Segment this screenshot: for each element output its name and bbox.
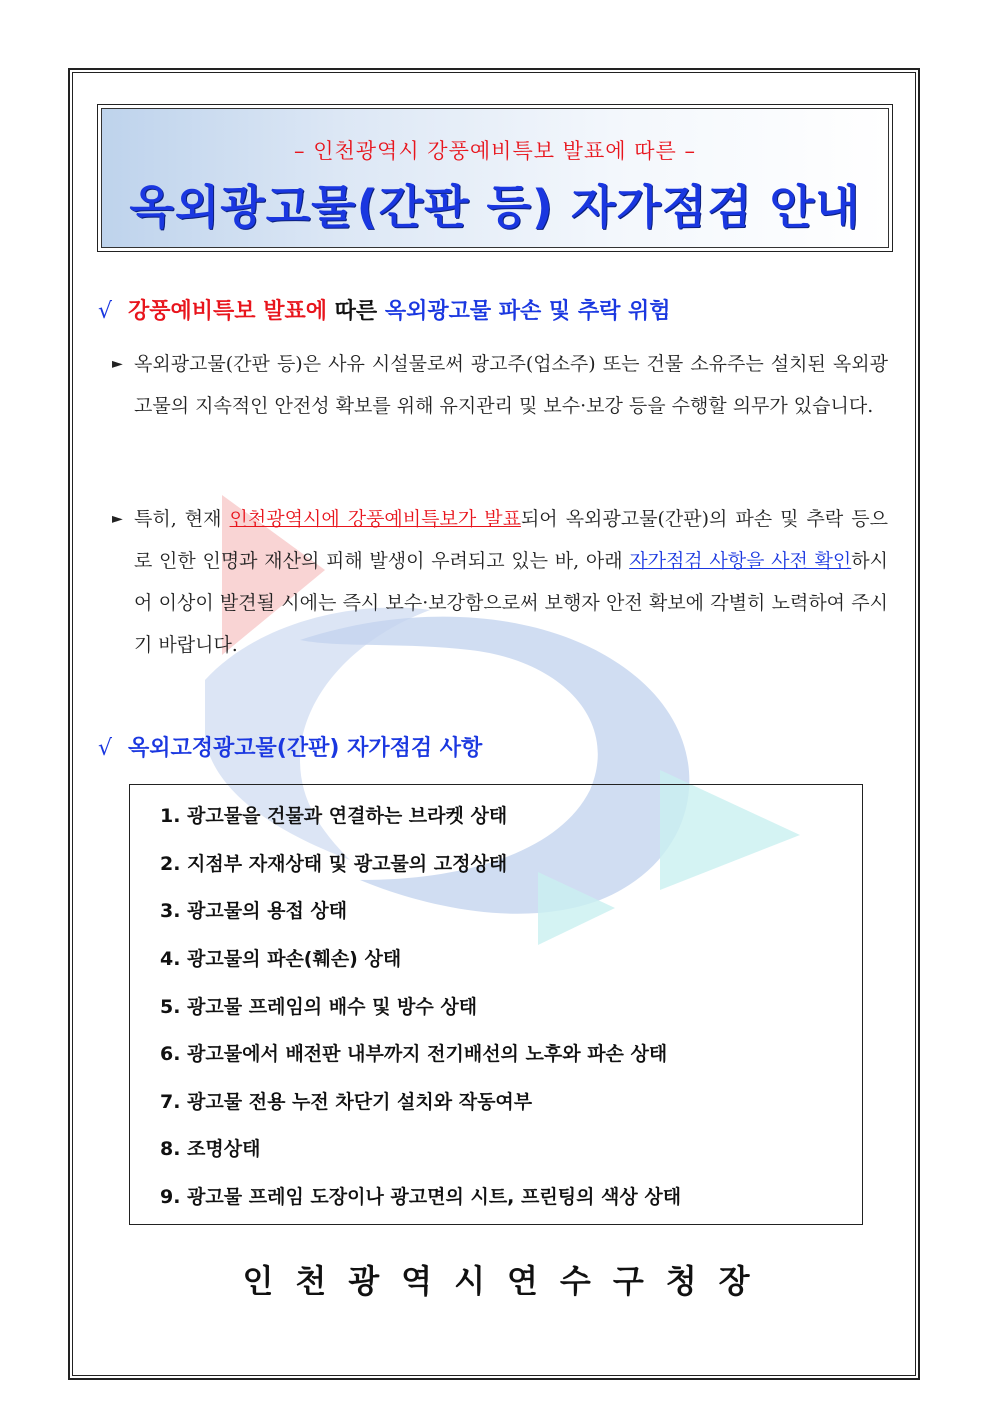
title-subtitle: – 인천광역시 강풍예비특보 발표에 따른 –: [294, 139, 696, 163]
paragraph-warning-part2: 되어 옥외광고물(간판)의 파손 및 추락 등으로 인한 인명과 재산의 피해 발생이 우려되고 있는 바, 아래: [134, 508, 889, 572]
section-heading-checklist-text: 옥외고정광고물(간판) 자가점검 사항: [128, 736, 483, 761]
check-mark-icon: √: [98, 299, 113, 324]
check-mark-icon: √: [98, 736, 113, 761]
checklist-item: 4. 광고물의 파손(훼손) 상태: [160, 948, 402, 970]
checklist-item: 8. 조명상태: [160, 1138, 261, 1160]
checklist-item: 1. 광고물을 건물과 연결하는 브라켓 상태: [160, 805, 508, 827]
paragraph-obligation: [112, 343, 888, 427]
issuer-signature: 인천광역시연수구청장: [242, 1262, 772, 1300]
triangle-bullet-icon: ►: [112, 356, 123, 372]
section-heading-black: 따른: [334, 299, 378, 324]
page-title: 옥외광고물(간판 등) 자가점검 안내: [129, 180, 861, 234]
highlight-warning-issued: 인천광역시에 강풍예비특보가 발표: [229, 508, 521, 530]
section-heading-risk: [98, 294, 671, 325]
triangle-bullet-icon: ►: [112, 511, 123, 527]
paragraph-warning-part3: 하시어 이상이 발견될 시에는 즉시 보수·보강함으로써 보행자 안전 확보에 각별히 노력하여 주시기 바랍니다.: [134, 550, 888, 656]
section-heading-blue: 옥외광고물 파손 및 추락 위험: [384, 299, 671, 324]
paragraph-obligation-text: 옥외광고물(간판 등)은 사유 시설물로써 광고주(업소주) 또는 건물 소유주는 설치된 옥외광고물의 지속적인 안전성 확보를 위해 유지관리 및 보수·보강 등을 수행할 의무가 있습니다.: [134, 353, 888, 417]
paragraph-warning: [112, 498, 888, 666]
title-box-inner: [101, 108, 889, 248]
checklist-box: [129, 784, 863, 1225]
checklist-item: 5. 광고물 프레임의 배수 및 방수 상태: [160, 996, 478, 1018]
checklist-item: 6. 광고물에서 배전판 내부까지 전기배선의 노후와 파손 상태: [160, 1043, 668, 1065]
section-heading-red: 강풍예비특보 발표에: [128, 299, 327, 324]
checklist-item: 9. 광고물 프레임 도장이나 광고면의 시트, 프린팅의 색상 상태: [160, 1186, 682, 1208]
highlight-self-check: 자가점검 사항을 사전 확인: [629, 550, 852, 572]
paragraph-warning-part1: 특히, 현재: [134, 508, 230, 530]
checklist-item: 2. 지점부 자재상태 및 광고물의 고정상태: [160, 853, 508, 875]
section-heading-checklist: [98, 731, 482, 762]
paragraph-warning-text: [112, 498, 888, 666]
checklist-item: 3. 광고물의 용접 상태: [160, 900, 348, 922]
checklist-item: 7. 광고물 전용 누전 차단기 설치와 작동여부: [160, 1091, 533, 1113]
title-box: [97, 104, 893, 252]
